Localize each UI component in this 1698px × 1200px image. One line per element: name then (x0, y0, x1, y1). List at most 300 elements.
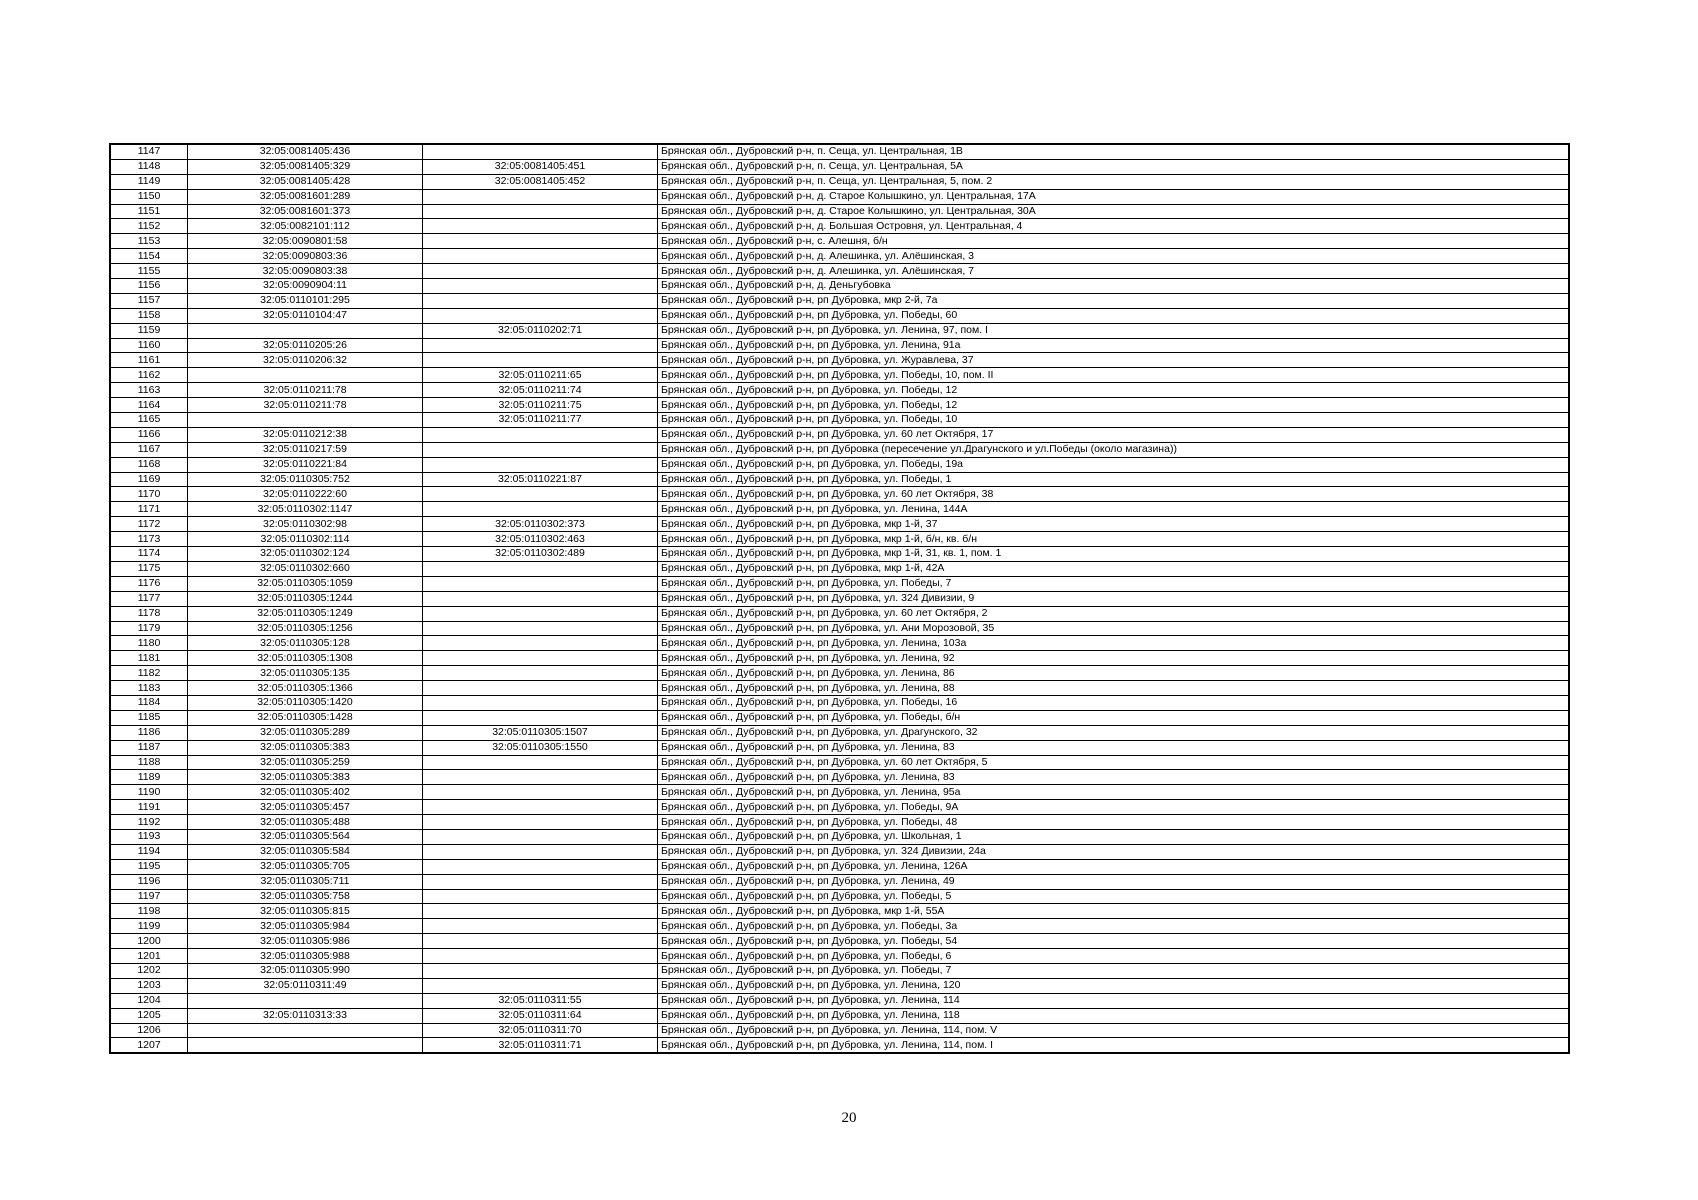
building-cadastral-number-cell (423, 919, 658, 934)
building-cadastral-number-cell (423, 949, 658, 964)
land-cadastral-number-cell: 32:05:0110305:984 (188, 919, 423, 934)
address-cell: Брянская обл., Дубровский р-н, рп Дубровка, ул. Ленина, 120 (658, 978, 1570, 993)
land-cadastral-number-cell: 32:05:0081405:428 (188, 174, 423, 189)
building-cadastral-number-cell (423, 487, 658, 502)
address-cell: Брянская обл., Дубровский р-н, рп Дубровка, ул. Ленина, 86 (658, 666, 1570, 681)
table-row (110, 651, 1569, 666)
row-number-cell: 1179 (110, 621, 188, 636)
land-cadastral-number-cell: 32:05:0110305:1244 (188, 591, 423, 606)
table-row (110, 547, 1569, 562)
row-number-cell: 1164 (110, 398, 188, 413)
land-cadastral-number-cell (188, 993, 423, 1008)
row-number-cell: 1165 (110, 413, 188, 428)
row-number-cell: 1197 (110, 889, 188, 904)
document-page (109, 143, 1570, 1054)
address-cell: Брянская обл., Дубровский р-н, рп Дубровка, ул. Ленина, 92 (658, 651, 1570, 666)
building-cadastral-number-cell (423, 204, 658, 219)
address-cell: Брянская обл., Дубровский р-н, рп Дубровка, ул. Победы, 60 (658, 308, 1570, 323)
building-cadastral-number-cell: 32:05:0110211:74 (423, 383, 658, 398)
row-number-cell: 1193 (110, 829, 188, 844)
page-number: 20 (841, 1110, 857, 1126)
land-cadastral-number-cell: 32:05:0110305:758 (188, 889, 423, 904)
table-row (110, 815, 1569, 830)
building-cadastral-number-cell (423, 144, 658, 159)
row-number-cell: 1155 (110, 264, 188, 279)
address-cell: Брянская обл., Дубровский р-н, рп Дубровка, мкр 1-й, б/н, кв. б/н (658, 532, 1570, 547)
building-cadastral-number-cell (423, 591, 658, 606)
land-cadastral-number-cell: 32:05:0110305:289 (188, 725, 423, 740)
row-number-cell: 1187 (110, 740, 188, 755)
address-cell: Брянская обл., Дубровский р-н, рп Дубровка, ул. Драгунского, 32 (658, 725, 1570, 740)
land-cadastral-number-cell: 32:05:0110302:1147 (188, 502, 423, 517)
row-number-cell: 1188 (110, 755, 188, 770)
row-number-cell: 1191 (110, 800, 188, 815)
land-cadastral-number-cell (188, 413, 423, 428)
table-row (110, 144, 1569, 159)
building-cadastral-number-cell (423, 308, 658, 323)
building-cadastral-number-cell (423, 427, 658, 442)
address-cell: Брянская обл., Дубровский р-н, рп Дубровка, ул. Ленина, 144А (658, 502, 1570, 517)
building-cadastral-number-cell (423, 978, 658, 993)
land-cadastral-number-cell: 32:05:0110305:1249 (188, 606, 423, 621)
table-row (110, 695, 1569, 710)
land-cadastral-number-cell: 32:05:0110104:47 (188, 308, 423, 323)
address-cell: Брянская обл., Дубровский р-н, рп Дубровка, ул. 324 Дивизии, 24а (658, 844, 1570, 859)
address-cell: Брянская обл., Дубровский р-н, рп Дубровка, ул. Победы, 6 (658, 949, 1570, 964)
building-cadastral-number-cell: 32:05:0110302:373 (423, 517, 658, 532)
table-row (110, 413, 1569, 428)
building-cadastral-number-cell (423, 189, 658, 204)
table-row (110, 606, 1569, 621)
address-cell: Брянская обл., Дубровский р-н, рп Дубровка, мкр 1-й, 42А (658, 561, 1570, 576)
table-row (110, 576, 1569, 591)
building-cadastral-number-cell (423, 353, 658, 368)
table-row (110, 740, 1569, 755)
land-cadastral-number-cell: 32:05:0110305:259 (188, 755, 423, 770)
address-cell: Брянская обл., Дубровский р-н, рп Дубровка, ул. Победы, 7 (658, 576, 1570, 591)
table-row (110, 532, 1569, 547)
row-number-cell: 1175 (110, 561, 188, 576)
address-cell: Брянская обл., Дубровский р-н, рп Дубровка, ул. Ленина, 114 (658, 993, 1570, 1008)
row-number-cell: 1162 (110, 368, 188, 383)
registry-table (109, 143, 1570, 1054)
row-number-cell: 1167 (110, 442, 188, 457)
land-cadastral-number-cell: 32:05:0110212:38 (188, 427, 423, 442)
building-cadastral-number-cell (423, 457, 658, 472)
land-cadastral-number-cell: 32:05:0090803:38 (188, 264, 423, 279)
row-number-cell: 1151 (110, 204, 188, 219)
land-cadastral-number-cell: 32:05:0110305:383 (188, 740, 423, 755)
table-row (110, 427, 1569, 442)
address-cell: Брянская обл., Дубровский р-н, д. Алешинка, ул. Алёшинская, 3 (658, 249, 1570, 264)
row-number-cell: 1168 (110, 457, 188, 472)
land-cadastral-number-cell: 32:05:0110305:986 (188, 934, 423, 949)
building-cadastral-number-cell: 32:05:0110211:75 (423, 398, 658, 413)
address-cell: Брянская обл., Дубровский р-н, рп Дубровка, ул. Журавлева, 37 (658, 353, 1570, 368)
address-cell: Брянская обл., Дубровский р-н, рп Дубровка, ул. Победы, 54 (658, 934, 1570, 949)
building-cadastral-number-cell: 32:05:0110211:77 (423, 413, 658, 428)
row-number-cell: 1176 (110, 576, 188, 591)
table-row (110, 993, 1569, 1008)
row-number-cell: 1174 (110, 547, 188, 562)
row-number-cell: 1147 (110, 144, 188, 159)
table-row (110, 949, 1569, 964)
table-row (110, 383, 1569, 398)
building-cadastral-number-cell: 32:05:0110311:70 (423, 1023, 658, 1038)
address-cell: Брянская обл., Дубровский р-н, рп Дубровка, ул. Ленина, 97, пом. I (658, 323, 1570, 338)
table-row (110, 978, 1569, 993)
building-cadastral-number-cell (423, 904, 658, 919)
address-cell: Брянская обл., Дубровский р-н, рп Дубровка, ул. 60 лет Октября, 5 (658, 755, 1570, 770)
table-row (110, 829, 1569, 844)
address-cell: Брянская обл., Дубровский р-н, рп Дубровка, ул. Ани Морозовой, 35 (658, 621, 1570, 636)
address-cell: Брянская обл., Дубровский р-н, рп Дубровка, ул. Победы, 16 (658, 695, 1570, 710)
building-cadastral-number-cell (423, 963, 658, 978)
table-row (110, 472, 1569, 487)
row-number-cell: 1189 (110, 770, 188, 785)
building-cadastral-number-cell (423, 889, 658, 904)
building-cadastral-number-cell (423, 561, 658, 576)
row-number-cell: 1199 (110, 919, 188, 934)
building-cadastral-number-cell (423, 279, 658, 294)
building-cadastral-number-cell (423, 710, 658, 725)
land-cadastral-number-cell: 32:05:0081601:373 (188, 204, 423, 219)
address-cell: Брянская обл., Дубровский р-н, рп Дубровка, ул. Победы, б/н (658, 710, 1570, 725)
address-cell: Брянская обл., Дубровский р-н, рп Дубровка, мкр 1-й, 55А (658, 904, 1570, 919)
address-cell: Брянская обл., Дубровский р-н, рп Дубровка, ул. Победы, 10 (658, 413, 1570, 428)
land-cadastral-number-cell: 32:05:0110305:990 (188, 963, 423, 978)
address-cell: Брянская обл., Дубровский р-н, рп Дубровка, ул. Школьная, 1 (658, 829, 1570, 844)
row-number-cell: 1148 (110, 159, 188, 174)
table-row (110, 234, 1569, 249)
address-cell: Брянская обл., Дубровский р-н, рп Дубровка, ул. Ленина, 83 (658, 770, 1570, 785)
row-number-cell: 1183 (110, 681, 188, 696)
row-number-cell: 1202 (110, 963, 188, 978)
address-cell: Брянская обл., Дубровский р-н, рп Дубровка, мкр 1-й, 31, кв. 1, пом. 1 (658, 547, 1570, 562)
table-row (110, 1038, 1569, 1053)
building-cadastral-number-cell (423, 621, 658, 636)
address-cell: Брянская обл., Дубровский р-н, д. Старое Колышкино, ул. Центральная, 30А (658, 204, 1570, 219)
land-cadastral-number-cell: 32:05:0110305:584 (188, 844, 423, 859)
table-row (110, 621, 1569, 636)
table-row (110, 963, 1569, 978)
row-number-cell: 1177 (110, 591, 188, 606)
land-cadastral-number-cell: 32:05:0110205:26 (188, 338, 423, 353)
building-cadastral-number-cell (423, 666, 658, 681)
row-number-cell: 1201 (110, 949, 188, 964)
row-number-cell: 1163 (110, 383, 188, 398)
address-cell: Брянская обл., Дубровский р-н, рп Дубровка, ул. Победы, 48 (658, 815, 1570, 830)
land-cadastral-number-cell: 32:05:0110206:32 (188, 353, 423, 368)
row-number-cell: 1160 (110, 338, 188, 353)
building-cadastral-number-cell (423, 681, 658, 696)
land-cadastral-number-cell: 32:05:0110305:402 (188, 785, 423, 800)
address-cell: Брянская обл., Дубровский р-н, рп Дубровка, ул. Победы, 5 (658, 889, 1570, 904)
table-row (110, 442, 1569, 457)
row-number-cell: 1178 (110, 606, 188, 621)
land-cadastral-number-cell: 32:05:0081405:436 (188, 144, 423, 159)
address-cell: Брянская обл., Дубровский р-н, рп Дубровка, ул. Ленина, 114, пом. V (658, 1023, 1570, 1038)
row-number-cell: 1149 (110, 174, 188, 189)
land-cadastral-number-cell: 32:05:0110101:295 (188, 293, 423, 308)
address-cell: Брянская обл., Дубровский р-н, рп Дубровка, ул. Ленина, 49 (658, 874, 1570, 889)
table-row (110, 844, 1569, 859)
building-cadastral-number-cell (423, 815, 658, 830)
address-cell: Брянская обл., Дубровский р-н, рп Дубровка, ул. Ленина, 83 (658, 740, 1570, 755)
row-number-cell: 1172 (110, 517, 188, 532)
building-cadastral-number-cell: 32:05:0110311:55 (423, 993, 658, 1008)
table-row (110, 323, 1569, 338)
land-cadastral-number-cell: 32:05:0081405:329 (188, 159, 423, 174)
table-row (110, 264, 1569, 279)
row-number-cell: 1205 (110, 1008, 188, 1023)
land-cadastral-number-cell: 32:05:0110211:78 (188, 383, 423, 398)
building-cadastral-number-cell (423, 606, 658, 621)
land-cadastral-number-cell: 32:05:0110305:1420 (188, 695, 423, 710)
table-row (110, 1008, 1569, 1023)
building-cadastral-number-cell: 32:05:0110311:71 (423, 1038, 658, 1053)
address-cell: Брянская обл., Дубровский р-н, рп Дубровка, ул. Ленина, 126А (658, 859, 1570, 874)
building-cadastral-number-cell (423, 800, 658, 815)
row-number-cell: 1170 (110, 487, 188, 502)
row-number-cell: 1194 (110, 844, 188, 859)
row-number-cell: 1195 (110, 859, 188, 874)
land-cadastral-number-cell: 32:05:0110302:124 (188, 547, 423, 562)
row-number-cell: 1186 (110, 725, 188, 740)
land-cadastral-number-cell: 32:05:0110305:1366 (188, 681, 423, 696)
table-row (110, 859, 1569, 874)
building-cadastral-number-cell: 32:05:0110302:463 (423, 532, 658, 547)
address-cell: Брянская обл., Дубровский р-н, рп Дубровка, ул. Победы, 7 (658, 963, 1570, 978)
table-row (110, 770, 1569, 785)
building-cadastral-number-cell (423, 651, 658, 666)
land-cadastral-number-cell: 32:05:0110305:488 (188, 815, 423, 830)
building-cadastral-number-cell (423, 770, 658, 785)
address-cell: Брянская обл., Дубровский р-н, рп Дубровка, ул. 324 Дивизии, 9 (658, 591, 1570, 606)
building-cadastral-number-cell (423, 264, 658, 279)
row-number-cell: 1161 (110, 353, 188, 368)
address-cell: Брянская обл., Дубровский р-н, д. Деньгубовка (658, 279, 1570, 294)
row-number-cell: 1154 (110, 249, 188, 264)
row-number-cell: 1198 (110, 904, 188, 919)
table-row (110, 457, 1569, 472)
land-cadastral-number-cell: 32:05:0110305:752 (188, 472, 423, 487)
land-cadastral-number-cell: 32:05:0110305:711 (188, 874, 423, 889)
address-cell: Брянская обл., Дубровский р-н, рп Дубровка, ул. Победы, 10, пом. II (658, 368, 1570, 383)
building-cadastral-number-cell (423, 844, 658, 859)
address-cell: Брянская обл., Дубровский р-н, рп Дубровка, ул. Победы, 12 (658, 383, 1570, 398)
address-cell: Брянская обл., Дубровский р-н, рп Дубровка, ул. Победы, 3а (658, 919, 1570, 934)
building-cadastral-number-cell (423, 785, 658, 800)
table-row (110, 785, 1569, 800)
land-cadastral-number-cell: 32:05:0110305:1428 (188, 710, 423, 725)
address-cell: Брянская обл., Дубровский р-н, п. Сеща, ул. Центральная, 5, пом. 2 (658, 174, 1570, 189)
row-number-cell: 1196 (110, 874, 188, 889)
row-number-cell: 1159 (110, 323, 188, 338)
row-number-cell: 1153 (110, 234, 188, 249)
table-row (110, 249, 1569, 264)
land-cadastral-number-cell: 32:05:0110302:114 (188, 532, 423, 547)
land-cadastral-number-cell: 32:05:0110305:1059 (188, 576, 423, 591)
table-row (110, 368, 1569, 383)
row-number-cell: 1158 (110, 308, 188, 323)
table-row (110, 189, 1569, 204)
address-cell: Брянская обл., Дубровский р-н, с. Алешня, б/н (658, 234, 1570, 249)
row-number-cell: 1182 (110, 666, 188, 681)
land-cadastral-number-cell: 32:05:0110305:815 (188, 904, 423, 919)
address-cell: Брянская обл., Дубровский р-н, рп Дубровка, ул. Ленина, 91а (658, 338, 1570, 353)
table-row (110, 800, 1569, 815)
building-cadastral-number-cell (423, 829, 658, 844)
table-row (110, 487, 1569, 502)
land-cadastral-number-cell: 32:05:0110222:60 (188, 487, 423, 502)
row-number-cell: 1204 (110, 993, 188, 1008)
table-row (110, 204, 1569, 219)
building-cadastral-number-cell: 32:05:0110305:1507 (423, 725, 658, 740)
building-cadastral-number-cell (423, 219, 658, 234)
table-row (110, 666, 1569, 681)
address-cell: Брянская обл., Дубровский р-н, рп Дубровка, ул. 60 лет Октября, 2 (658, 606, 1570, 621)
address-cell: Брянская обл., Дубровский р-н, д. Алешинка, ул. Алёшинская, 7 (658, 264, 1570, 279)
building-cadastral-number-cell (423, 755, 658, 770)
row-number-cell: 1180 (110, 636, 188, 651)
row-number-cell: 1207 (110, 1038, 188, 1053)
land-cadastral-number-cell: 32:05:0110305:135 (188, 666, 423, 681)
land-cadastral-number-cell: 32:05:0090801:58 (188, 234, 423, 249)
address-cell: Брянская обл., Дубровский р-н, п. Сеща, ул. Центральная, 5А (658, 159, 1570, 174)
row-number-cell: 1206 (110, 1023, 188, 1038)
table-row (110, 755, 1569, 770)
address-cell: Брянская обл., Дубровский р-н, рп Дубровка, ул. 60 лет Октября, 38 (658, 487, 1570, 502)
row-number-cell: 1200 (110, 934, 188, 949)
address-cell: Брянская обл., Дубровский р-н, рп Дубровка, ул. Победы, 19а (658, 457, 1570, 472)
table-row (110, 591, 1569, 606)
address-cell: Брянская обл., Дубровский р-н, д. Большая Островня, ул. Центральная, 4 (658, 219, 1570, 234)
building-cadastral-number-cell: 32:05:0110302:489 (423, 547, 658, 562)
table-row (110, 725, 1569, 740)
building-cadastral-number-cell (423, 502, 658, 517)
address-cell: Брянская обл., Дубровский р-н, рп Дубровка, мкр 2-й, 7а (658, 293, 1570, 308)
land-cadastral-number-cell: 32:05:0110305:457 (188, 800, 423, 815)
land-cadastral-number-cell: 32:05:0110311:49 (188, 978, 423, 993)
address-cell: Брянская обл., Дубровский р-н, рп Дубровка, мкр 1-й, 37 (658, 517, 1570, 532)
row-number-cell: 1171 (110, 502, 188, 517)
building-cadastral-number-cell (423, 934, 658, 949)
building-cadastral-number-cell: 32:05:0110202:71 (423, 323, 658, 338)
building-cadastral-number-cell: 32:05:0110221:87 (423, 472, 658, 487)
row-number-cell: 1203 (110, 978, 188, 993)
table-row (110, 934, 1569, 949)
row-number-cell: 1173 (110, 532, 188, 547)
land-cadastral-number-cell: 32:05:0110305:988 (188, 949, 423, 964)
table-row (110, 338, 1569, 353)
building-cadastral-number-cell (423, 636, 658, 651)
land-cadastral-number-cell: 32:05:0110302:98 (188, 517, 423, 532)
building-cadastral-number-cell (423, 576, 658, 591)
building-cadastral-number-cell (423, 442, 658, 457)
row-number-cell: 1152 (110, 219, 188, 234)
land-cadastral-number-cell: 32:05:0110211:78 (188, 398, 423, 413)
address-cell: Брянская обл., Дубровский р-н, рп Дубровка, ул. Ленина, 95а (658, 785, 1570, 800)
land-cadastral-number-cell (188, 1023, 423, 1038)
land-cadastral-number-cell: 32:05:0110305:383 (188, 770, 423, 785)
building-cadastral-number-cell: 32:05:0081405:451 (423, 159, 658, 174)
building-cadastral-number-cell (423, 249, 658, 264)
table-row (110, 636, 1569, 651)
land-cadastral-number-cell: 32:05:0110305:1256 (188, 621, 423, 636)
row-number-cell: 1156 (110, 279, 188, 294)
address-cell: Брянская обл., Дубровский р-н, рп Дубровка (пересечение ул.Драгунского и ул.Победы (около магазина)) (658, 442, 1570, 457)
building-cadastral-number-cell (423, 859, 658, 874)
address-cell: Брянская обл., Дубровский р-н, рп Дубровка, ул. Победы, 12 (658, 398, 1570, 413)
address-cell: Брянская обл., Дубровский р-н, рп Дубровка, ул. Ленина, 114, пом. I (658, 1038, 1570, 1053)
land-cadastral-number-cell: 32:05:0110305:1308 (188, 651, 423, 666)
table-row (110, 889, 1569, 904)
address-cell: Брянская обл., Дубровский р-н, д. Старое Колышкино, ул. Центральная, 17А (658, 189, 1570, 204)
table-row (110, 174, 1569, 189)
row-number-cell: 1169 (110, 472, 188, 487)
land-cadastral-number-cell: 32:05:0110221:84 (188, 457, 423, 472)
table-row (110, 681, 1569, 696)
land-cadastral-number-cell (188, 368, 423, 383)
table-row (110, 219, 1569, 234)
land-cadastral-number-cell: 32:05:0110305:128 (188, 636, 423, 651)
building-cadastral-number-cell (423, 234, 658, 249)
row-number-cell: 1190 (110, 785, 188, 800)
land-cadastral-number-cell: 32:05:0082101:112 (188, 219, 423, 234)
row-number-cell: 1192 (110, 815, 188, 830)
land-cadastral-number-cell: 32:05:0110313:33 (188, 1008, 423, 1023)
table-row (110, 710, 1569, 725)
building-cadastral-number-cell: 32:05:0110211:65 (423, 368, 658, 383)
table-row (110, 159, 1569, 174)
land-cadastral-number-cell: 32:05:0110305:705 (188, 859, 423, 874)
row-number-cell: 1157 (110, 293, 188, 308)
row-number-cell: 1184 (110, 695, 188, 710)
building-cadastral-number-cell: 32:05:0110311:64 (423, 1008, 658, 1023)
table-row (110, 502, 1569, 517)
registry-table-body (110, 144, 1569, 1053)
table-row (110, 919, 1569, 934)
row-number-cell: 1181 (110, 651, 188, 666)
land-cadastral-number-cell (188, 323, 423, 338)
building-cadastral-number-cell: 32:05:0081405:452 (423, 174, 658, 189)
land-cadastral-number-cell: 32:05:0110302:660 (188, 561, 423, 576)
building-cadastral-number-cell: 32:05:0110305:1550 (423, 740, 658, 755)
land-cadastral-number-cell (188, 1038, 423, 1053)
row-number-cell: 1150 (110, 189, 188, 204)
land-cadastral-number-cell: 32:05:0110305:564 (188, 829, 423, 844)
address-cell: Брянская обл., Дубровский р-н, рп Дубровка, ул. Ленина, 88 (658, 681, 1570, 696)
table-row (110, 874, 1569, 889)
table-row (110, 517, 1569, 532)
table-row (110, 293, 1569, 308)
table-row (110, 561, 1569, 576)
address-cell: Брянская обл., Дубровский р-н, рп Дубровка, ул. Ленина, 103а (658, 636, 1570, 651)
address-cell: Брянская обл., Дубровский р-н, рп Дубровка, ул. Ленина, 118 (658, 1008, 1570, 1023)
row-number-cell: 1185 (110, 710, 188, 725)
land-cadastral-number-cell: 32:05:0110217:59 (188, 442, 423, 457)
address-cell: Брянская обл., Дубровский р-н, рп Дубровка, ул. Победы, 9А (658, 800, 1570, 815)
land-cadastral-number-cell: 32:05:0081601:289 (188, 189, 423, 204)
row-number-cell: 1166 (110, 427, 188, 442)
building-cadastral-number-cell (423, 338, 658, 353)
table-row (110, 398, 1569, 413)
table-row (110, 904, 1569, 919)
table-row (110, 353, 1569, 368)
building-cadastral-number-cell (423, 695, 658, 710)
land-cadastral-number-cell: 32:05:0090803:36 (188, 249, 423, 264)
